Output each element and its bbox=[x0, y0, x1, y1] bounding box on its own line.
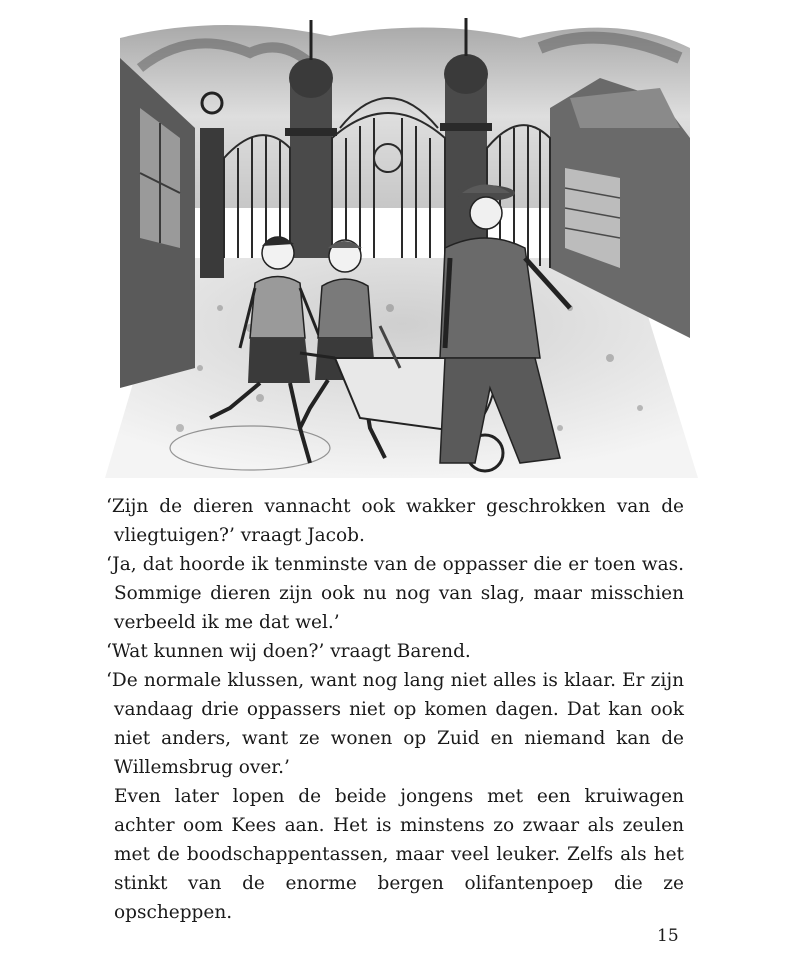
paragraph: ‘De normale klussen, want nog lang niet alles is klaar. Er zijn vandaag drie oppassers niet op komen dagen. Dat kan ook niet anders, want ze wonen op Zuid en niemand kan de Willemsbrug over.’ bbox=[106, 670, 684, 778]
paragraph: Even later lopen de beide jongens met een kruiwagen achter oom Kees aan. Het is minstens zo zwaar als zeulen met de boodschappentassen, maar veel leuker. Zelfs als het stinkt van de enorme bergen olifantenpoep die ze opscheppen. bbox=[114, 786, 684, 923]
paragraph: ‘Zijn de dieren vannacht ook wakker geschrokken van de vliegtuigen?’ vraagt Jacob. bbox=[106, 496, 684, 546]
illustration-zoo-gate-boys-wheelbarrow bbox=[100, 8, 700, 480]
paragraph: ‘Ja, dat hoorde ik tenminste van de oppasser die er toen was. Sommige dieren zijn ook nu nog van slag, maar misschien verbeeld ik me dat wel.’ bbox=[106, 554, 684, 633]
page-number: 15 bbox=[657, 926, 679, 946]
body-text bbox=[106, 492, 684, 927]
paragraph: ‘Wat kunnen wij doen?’ vraagt Barend. bbox=[106, 641, 471, 662]
